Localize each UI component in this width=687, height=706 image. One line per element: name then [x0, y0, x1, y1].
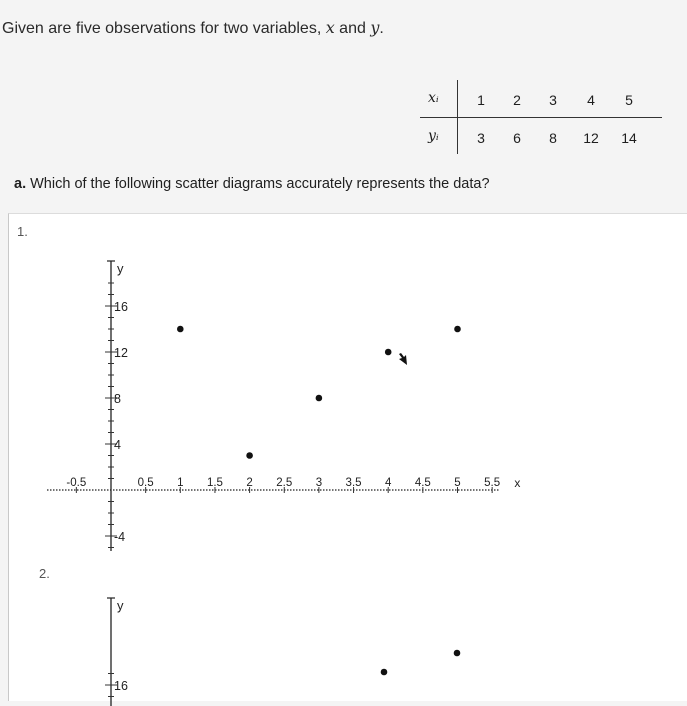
- data-point: [381, 669, 388, 676]
- x-axis-label: x: [514, 476, 521, 490]
- table-cell-y: 8: [549, 130, 557, 146]
- row-label-x: xᵢ: [428, 90, 439, 106]
- x-tick-label: 3: [315, 477, 323, 489]
- x-tick-label: 2: [246, 477, 253, 489]
- x-tick-label: 4: [384, 477, 392, 489]
- var-x: x: [325, 18, 335, 37]
- table-cell-x: 5: [625, 92, 633, 108]
- var-y: y: [370, 18, 380, 37]
- table-cell-y: 3: [477, 130, 485, 146]
- data-point: [454, 650, 461, 657]
- data-point: [246, 452, 253, 459]
- observation-table: [410, 80, 660, 158]
- question-a: [14, 176, 490, 192]
- question-text: Which of the following scatter diagrams accurately represents the data?: [30, 176, 490, 192]
- scatter-chart-option-1[interactable]: [39, 249, 599, 589]
- data-point: [316, 395, 323, 402]
- x-tick-label: 5.5: [484, 477, 501, 489]
- y-tick-label: 16: [114, 679, 128, 693]
- x-tick-label: 5: [454, 477, 461, 489]
- table-cell-x: 3: [549, 92, 557, 108]
- y-axis-label: y: [117, 261, 124, 276]
- x-tick-label: 0.5: [137, 477, 154, 489]
- table-cell-y: 12: [583, 130, 599, 146]
- y-tick-label: 16: [114, 300, 128, 314]
- y-tick-label: 4: [114, 438, 121, 452]
- x-tick-label: 3.5: [345, 477, 362, 489]
- intro-and: and: [334, 20, 371, 37]
- x-tick-label: 4.5: [414, 477, 431, 489]
- row-label-y: yᵢ: [428, 128, 439, 144]
- intro-end: .: [379, 20, 384, 37]
- table-divider-horizontal: [420, 117, 662, 118]
- table-cell-y: 14: [621, 130, 637, 146]
- x-tick-label: 2.5: [276, 477, 293, 489]
- intro-text: [2, 18, 384, 38]
- x-tick-label: 1.5: [206, 477, 223, 489]
- data-point: [177, 326, 184, 333]
- option-1-number[interactable]: 1.: [17, 224, 28, 239]
- table-cell-x: 4: [587, 92, 595, 108]
- data-point: [385, 349, 392, 356]
- y-tick-label: -4: [114, 530, 126, 544]
- answer-options-panel: [8, 213, 687, 701]
- data-point: [454, 326, 461, 333]
- option-2-number[interactable]: 2.: [39, 566, 50, 581]
- question-prefix: a.: [14, 176, 27, 192]
- x-tick-label: 1: [177, 477, 184, 489]
- y-tick-label: 8: [114, 392, 121, 406]
- y-tick-label: 12: [114, 346, 128, 360]
- table-cell-x: 1: [477, 92, 485, 108]
- intro-lead: Given are five observations for two variables,: [2, 20, 326, 37]
- scatter-chart-option-2[interactable]: [39, 576, 599, 706]
- y-axis-label: y: [117, 598, 124, 613]
- cursor-arrow-icon: [399, 353, 407, 365]
- table-cell-y: 6: [513, 130, 521, 146]
- table-cell-x: 2: [513, 92, 521, 108]
- x-tick-label: -0.5: [66, 477, 87, 489]
